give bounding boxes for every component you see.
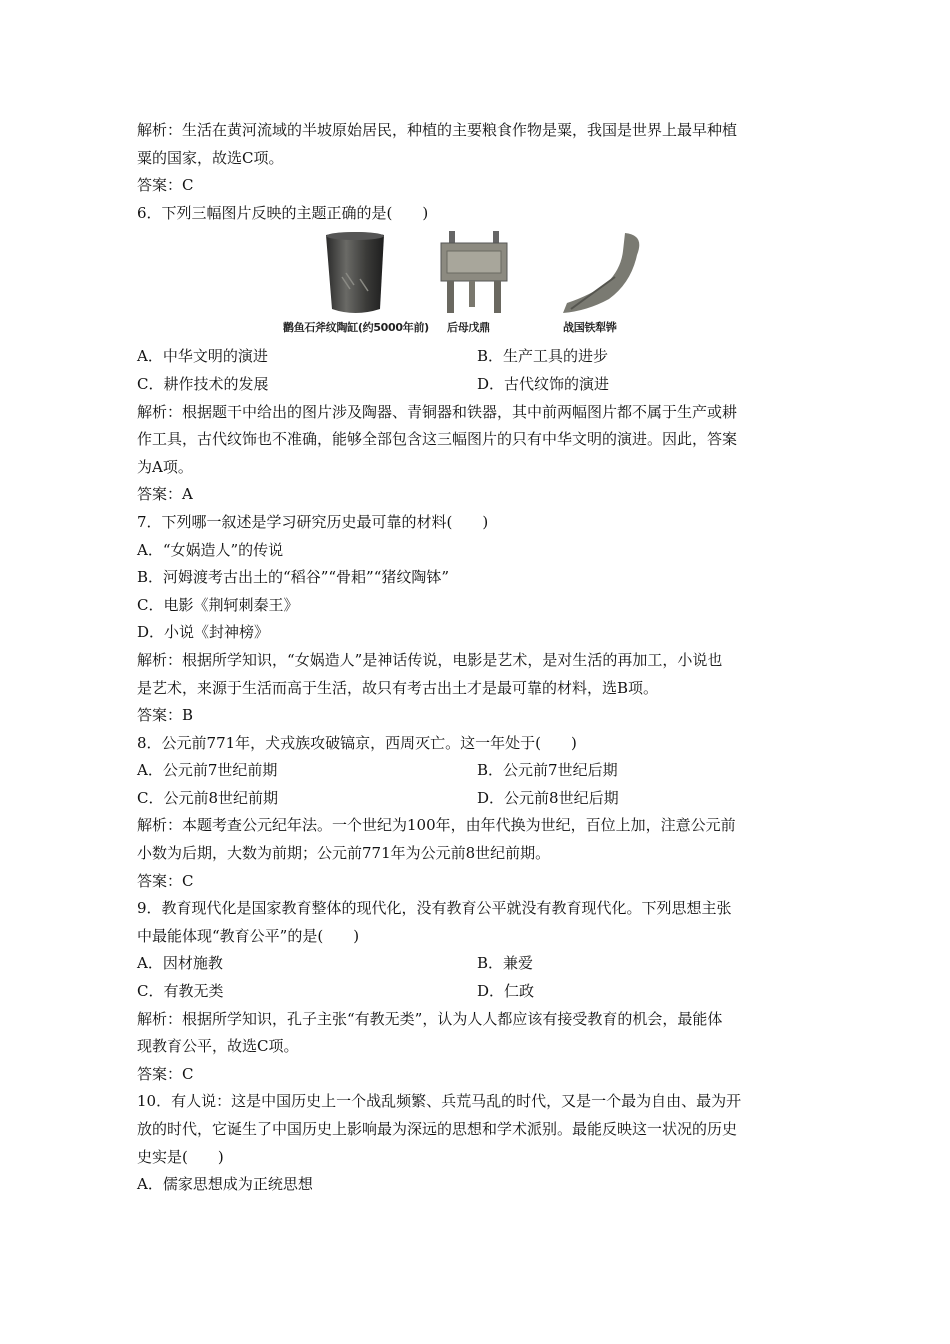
option-row [137, 343, 817, 371]
text-line: 解析：根据所学知识，“女娲造人”是神话传说，电影是艺术，是对生活的再加工，小说也 [137, 650, 723, 669]
text-line: 10．有人说：这是中国历史上一个战乱频繁、兵荒马乱的时代，又是一个最为自由、最为开 [137, 1092, 742, 1111]
text-line: 9．教育现代化是国家教育整体的现代化，没有教育公平就没有教育现代化。下列思想主张 [137, 899, 732, 918]
text-line: 小数为后期，大数为前期；公元前771年为公元前8世纪前期。 [137, 844, 551, 863]
text-line: 答案：A [137, 485, 193, 504]
text-line: 为A项。 [137, 457, 193, 476]
question-6-options [137, 343, 817, 398]
caption-bronze-ding: 后母戊鼎 [447, 321, 490, 335]
text-line: 粟的国家，故选C项。 [137, 148, 284, 167]
text-line: 是艺术，来源于生活而高于生活，故只有考古出土才是最可靠的材料，选B项。 [137, 678, 659, 697]
text-line: 现教育公平，故选C项。 [137, 1037, 299, 1056]
option-row [137, 978, 817, 1006]
text-line: 答案：B [137, 706, 194, 725]
question-6-analysis-and-question-7 [137, 399, 817, 758]
option-text: C．公元前8世纪前期 [137, 788, 279, 807]
caption-pottery-jar: 鹳鱼石斧纹陶缸(约5000年前) [283, 321, 429, 335]
document-page [137, 117, 817, 1199]
option-text: B．兼爱 [477, 954, 534, 973]
question-8-options [137, 757, 817, 812]
option-row [137, 785, 817, 813]
option-text: A．中华文明的演进 [137, 347, 268, 366]
option-text: A．因材施教 [137, 954, 223, 973]
text-line: D．小说《封神榜》 [137, 623, 270, 642]
text-line: 放的时代，它诞生了中国历史上影响最为深远的思想和学术派别。最能反映这一状况的历史 [137, 1120, 738, 1138]
option-text: A．公元前7世纪前期 [137, 761, 278, 780]
question-8-analysis-and-question-9 [137, 812, 817, 950]
question-5-tail-and-question-6 [137, 117, 817, 227]
text-line: B．河姆渡考古出土的“稻谷”“骨耜”“猪纹陶钵” [137, 568, 450, 587]
bronze-ding-image [433, 229, 515, 315]
text-line: C．电影《荆轲刺秦王》 [137, 595, 299, 614]
option-row [137, 950, 817, 978]
iron-plowshare-image [557, 229, 647, 315]
option-text: C．耕作技术的发展 [137, 374, 269, 393]
text-line: A．“女娲造人”的传说 [137, 540, 284, 559]
option-row [137, 371, 817, 399]
question-9-options [137, 950, 817, 1005]
text-line: 作工具，古代纹饰也不准确，能够全部包含这三幅图片的只有中华文明的演进。因此，答案 [137, 430, 738, 449]
text-line: 解析：本题考查公元纪年法。一个世纪为100年，由年代换为世纪，百位上加，注意公元前 [137, 816, 736, 835]
text-line: 6．下列三幅图片反映的主题正确的是( ) [137, 203, 429, 222]
text-line: 解析：生活在黄河流域的半坡原始居民，种植的主要粮食作物是粟，我国是世界上最早种植 [137, 121, 738, 139]
option-text: D．仁政 [477, 982, 535, 1001]
pottery-jar-image [320, 229, 390, 317]
text-line: 解析：根据所学知识，孔子主张“有教无类”，认为人人都应该有接受教育的机会，最能体 [137, 1009, 723, 1028]
text-line: 史实是( ) [137, 1147, 224, 1166]
caption-iron-plowshare: 战国铁犁铧 [563, 321, 617, 335]
text-line: 中最能体现“教育公平”的是( ) [137, 926, 360, 945]
option-text: B．生产工具的进步 [477, 347, 609, 366]
text-line: 7．下列哪一叙述是学习研究历史最可靠的材料( ) [137, 512, 489, 531]
text-line: 解析：根据题干中给出的图片涉及陶器、青铜器和铁器，其中前两幅图片都不属于生产或耕 [137, 402, 738, 421]
option-text: C．有教无类 [137, 982, 224, 1001]
question-6-figures [137, 229, 817, 339]
text-line: 答案：C [137, 1064, 194, 1083]
question-9-analysis-and-question-10 [137, 1006, 817, 1199]
text-line: A．儒家思想成为正统思想 [137, 1175, 313, 1194]
option-text: D．公元前8世纪后期 [477, 788, 619, 807]
text-line: 8．公元前771年，犬戎族攻破镐京，西周灭亡。这一年处于( ) [137, 733, 577, 752]
text-line: 答案：C [137, 176, 194, 195]
option-text: D．古代纹饰的演进 [477, 374, 610, 393]
option-text: B．公元前7世纪后期 [477, 761, 618, 780]
option-row [137, 757, 817, 785]
text-line: 答案：C [137, 871, 194, 890]
